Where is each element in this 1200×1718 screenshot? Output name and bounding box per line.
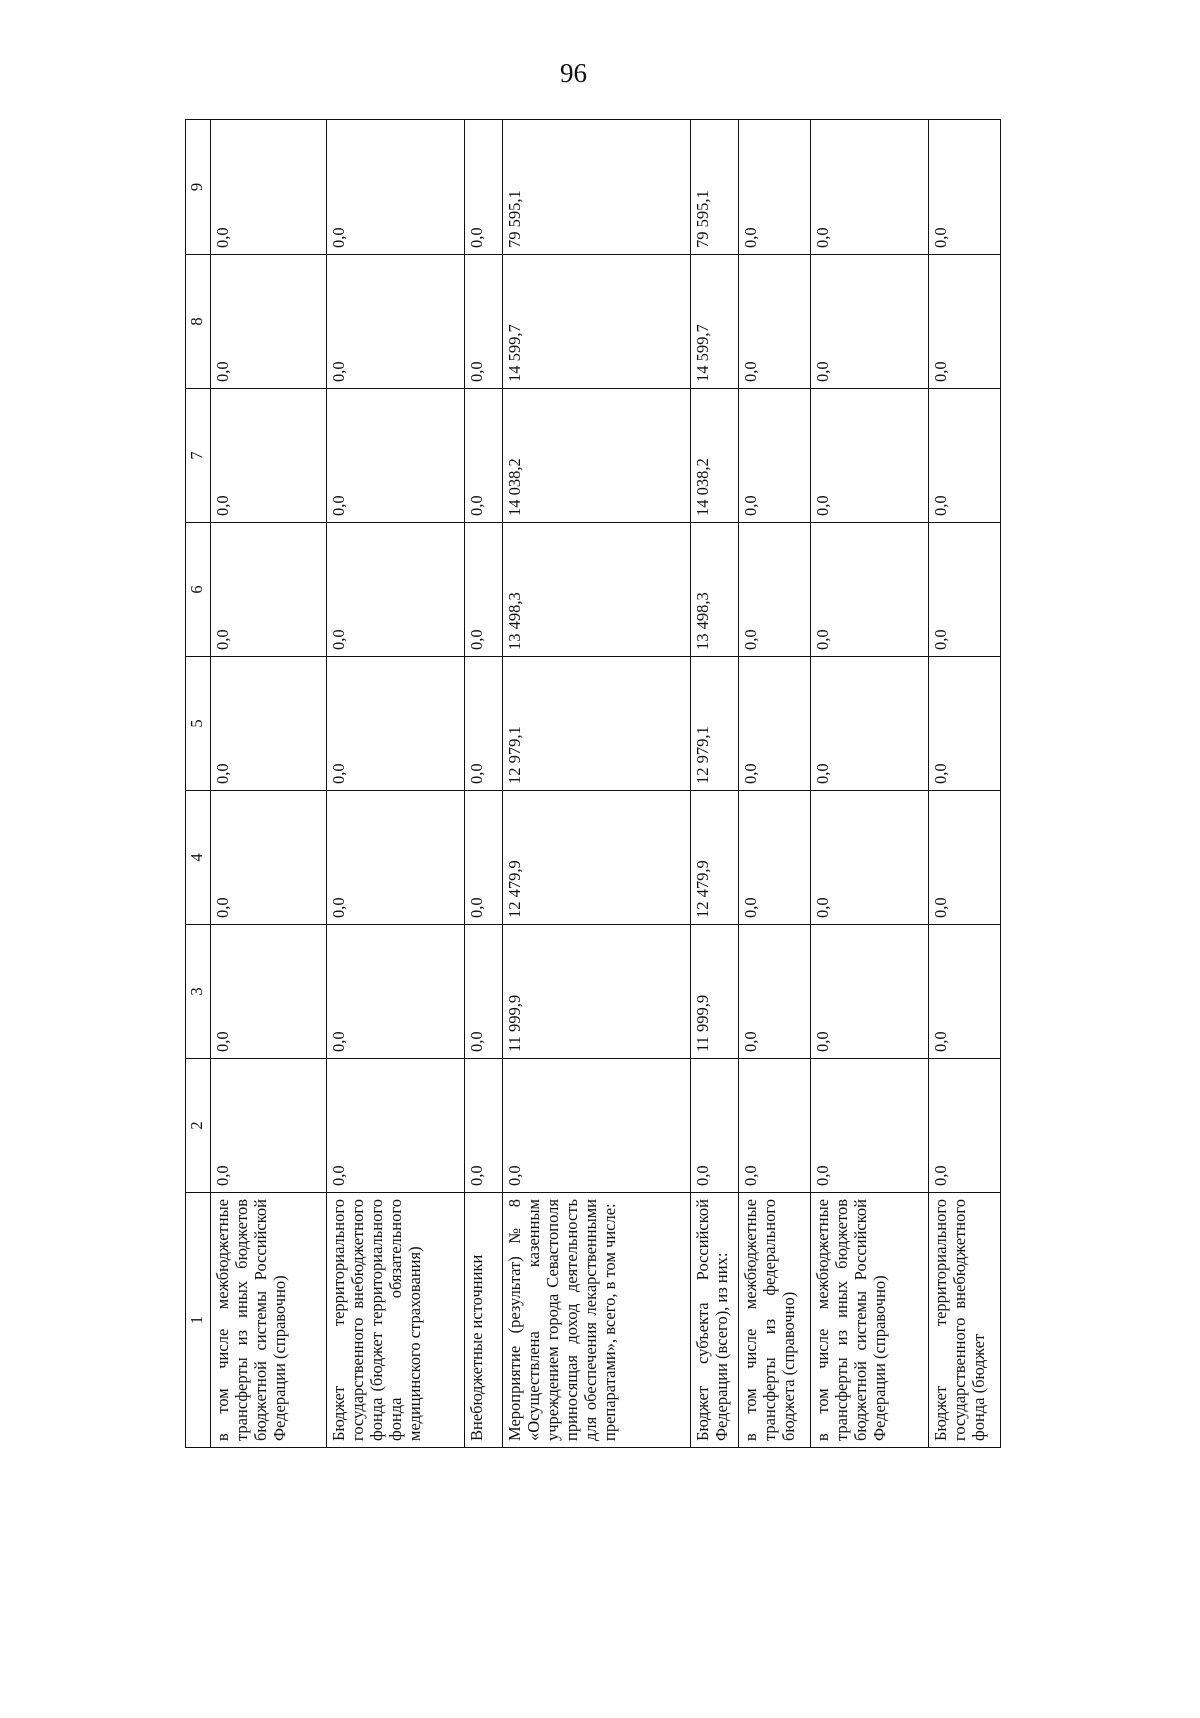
column-header: 8 bbox=[186, 255, 211, 389]
table-cell: 13 498,3 bbox=[503, 523, 691, 657]
table-header-row bbox=[186, 120, 211, 1448]
column-header: 3 bbox=[186, 925, 211, 1059]
table-cell: 0,0 bbox=[465, 120, 503, 255]
column-header: 5 bbox=[186, 657, 211, 791]
column-header: 1 bbox=[186, 1193, 211, 1448]
table-cell: 12 979,1 bbox=[691, 657, 739, 791]
row-label: Бюджет территориального государственного внебюджетного фонда (бюджет территориального фонда обязательного медицинского страхования) bbox=[327, 1193, 465, 1448]
table-cell: 0,0 bbox=[465, 389, 503, 523]
table-cell: 0,0 bbox=[811, 657, 929, 791]
table-cell: 0,0 bbox=[465, 523, 503, 657]
table-cell: 0,0 bbox=[811, 255, 929, 389]
table-cell: 79 595,1 bbox=[503, 120, 691, 255]
table-cell: 14 038,2 bbox=[503, 389, 691, 523]
table-row bbox=[211, 120, 327, 1448]
table-row bbox=[811, 120, 929, 1448]
table-row bbox=[929, 120, 1001, 1448]
table-cell: 14 599,7 bbox=[503, 255, 691, 389]
table-cell: 0,0 bbox=[739, 657, 811, 791]
row-label: Мероприятие (результат) № 8 «Осуществлена казенным учреждением города Севастополя приносящая доход деятельность для обеспечения лекарственными препаратами», всего, в том числе: bbox=[503, 1193, 691, 1448]
column-header: 6 bbox=[186, 523, 211, 657]
table-cell: 0,0 bbox=[739, 255, 811, 389]
table-cell: 14 038,2 bbox=[691, 389, 739, 523]
table-cell: 0,0 bbox=[465, 657, 503, 791]
table-cell: 13 498,3 bbox=[691, 523, 739, 657]
table-cell: 0,0 bbox=[503, 1059, 691, 1193]
table-cell: 14 599,7 bbox=[691, 255, 739, 389]
row-label: Бюджет территориального государственного внебюджетного фонда (бюджет bbox=[929, 1193, 1001, 1448]
table-row bbox=[739, 120, 811, 1448]
table-cell: 0,0 bbox=[211, 255, 327, 389]
row-label: Внебюджетные источники bbox=[465, 1193, 503, 1448]
table-cell: 0,0 bbox=[465, 1059, 503, 1193]
table-cell: 0,0 bbox=[929, 1059, 1001, 1193]
table-cell: 0,0 bbox=[211, 657, 327, 791]
table-cell: 0,0 bbox=[929, 389, 1001, 523]
row-label: Бюджет субъекта Российской Федерации (всего), из них: bbox=[691, 1193, 739, 1448]
table-cell: 0,0 bbox=[929, 523, 1001, 657]
page-number: 96 bbox=[560, 58, 587, 88]
table-cell: 0,0 bbox=[739, 925, 811, 1059]
table-cell: 0,0 bbox=[327, 1059, 465, 1193]
table-cell: 0,0 bbox=[211, 120, 327, 255]
budget-table bbox=[185, 119, 1001, 1448]
column-header: 7 bbox=[186, 389, 211, 523]
table-cell: 0,0 bbox=[465, 791, 503, 925]
table-row bbox=[503, 120, 691, 1448]
row-label: в том числе межбюджетные трансферты из иных бюджетов бюджетной системы Российской Федерации (справочно) bbox=[811, 1193, 929, 1448]
table-cell: 79 595,1 bbox=[691, 120, 739, 255]
table-cell: 0,0 bbox=[327, 925, 465, 1059]
table-cell: 0,0 bbox=[811, 1059, 929, 1193]
table-cell: 0,0 bbox=[327, 255, 465, 389]
row-label: в том числе межбюджетные трансферты из федерального бюджета (справочно) bbox=[739, 1193, 811, 1448]
table-cell: 0,0 bbox=[327, 523, 465, 657]
table-cell: 0,0 bbox=[811, 791, 929, 925]
table-cell: 0,0 bbox=[811, 925, 929, 1059]
rotated-table-wrapper bbox=[185, 120, 1033, 1448]
table-cell: 12 979,1 bbox=[503, 657, 691, 791]
table-cell: 12 479,9 bbox=[691, 791, 739, 925]
table-cell: 0,0 bbox=[327, 791, 465, 925]
table-cell: 0,0 bbox=[811, 523, 929, 657]
table-row bbox=[465, 120, 503, 1448]
table-cell: 0,0 bbox=[929, 657, 1001, 791]
table-cell: 0,0 bbox=[811, 389, 929, 523]
table-cell: 0,0 bbox=[929, 255, 1001, 389]
table-cell: 0,0 bbox=[739, 120, 811, 255]
row-label: в том числе межбюджетные трансферты из иных бюджетов бюджетной системы Российской Федерации (справочно) bbox=[211, 1193, 327, 1448]
table-cell: 0,0 bbox=[739, 1059, 811, 1193]
table-cell: 11 999,9 bbox=[503, 925, 691, 1059]
table-cell: 0,0 bbox=[929, 791, 1001, 925]
table-cell: 11 999,9 bbox=[691, 925, 739, 1059]
table-cell: 0,0 bbox=[327, 657, 465, 791]
table-cell: 0,0 bbox=[211, 389, 327, 523]
table-cell: 0,0 bbox=[739, 523, 811, 657]
column-header: 9 bbox=[186, 120, 211, 255]
table-cell: 0,0 bbox=[739, 791, 811, 925]
table-cell: 0,0 bbox=[211, 791, 327, 925]
table-cell: 0,0 bbox=[327, 389, 465, 523]
column-header: 4 bbox=[186, 791, 211, 925]
table-cell: 0,0 bbox=[929, 925, 1001, 1059]
table-cell: 0,0 bbox=[211, 925, 327, 1059]
table-cell: 0,0 bbox=[211, 523, 327, 657]
table-row bbox=[691, 120, 739, 1448]
table-cell: 12 479,9 bbox=[503, 791, 691, 925]
table-cell: 0,0 bbox=[465, 925, 503, 1059]
table-cell: 0,0 bbox=[465, 255, 503, 389]
table-cell: 0,0 bbox=[739, 389, 811, 523]
table-cell: 0,0 bbox=[211, 1059, 327, 1193]
table-cell: 0,0 bbox=[327, 120, 465, 255]
column-header: 2 bbox=[186, 1059, 211, 1193]
table-row bbox=[327, 120, 465, 1448]
table-cell: 0,0 bbox=[811, 120, 929, 255]
table-cell: 0,0 bbox=[929, 120, 1001, 255]
table-cell: 0,0 bbox=[691, 1059, 739, 1193]
